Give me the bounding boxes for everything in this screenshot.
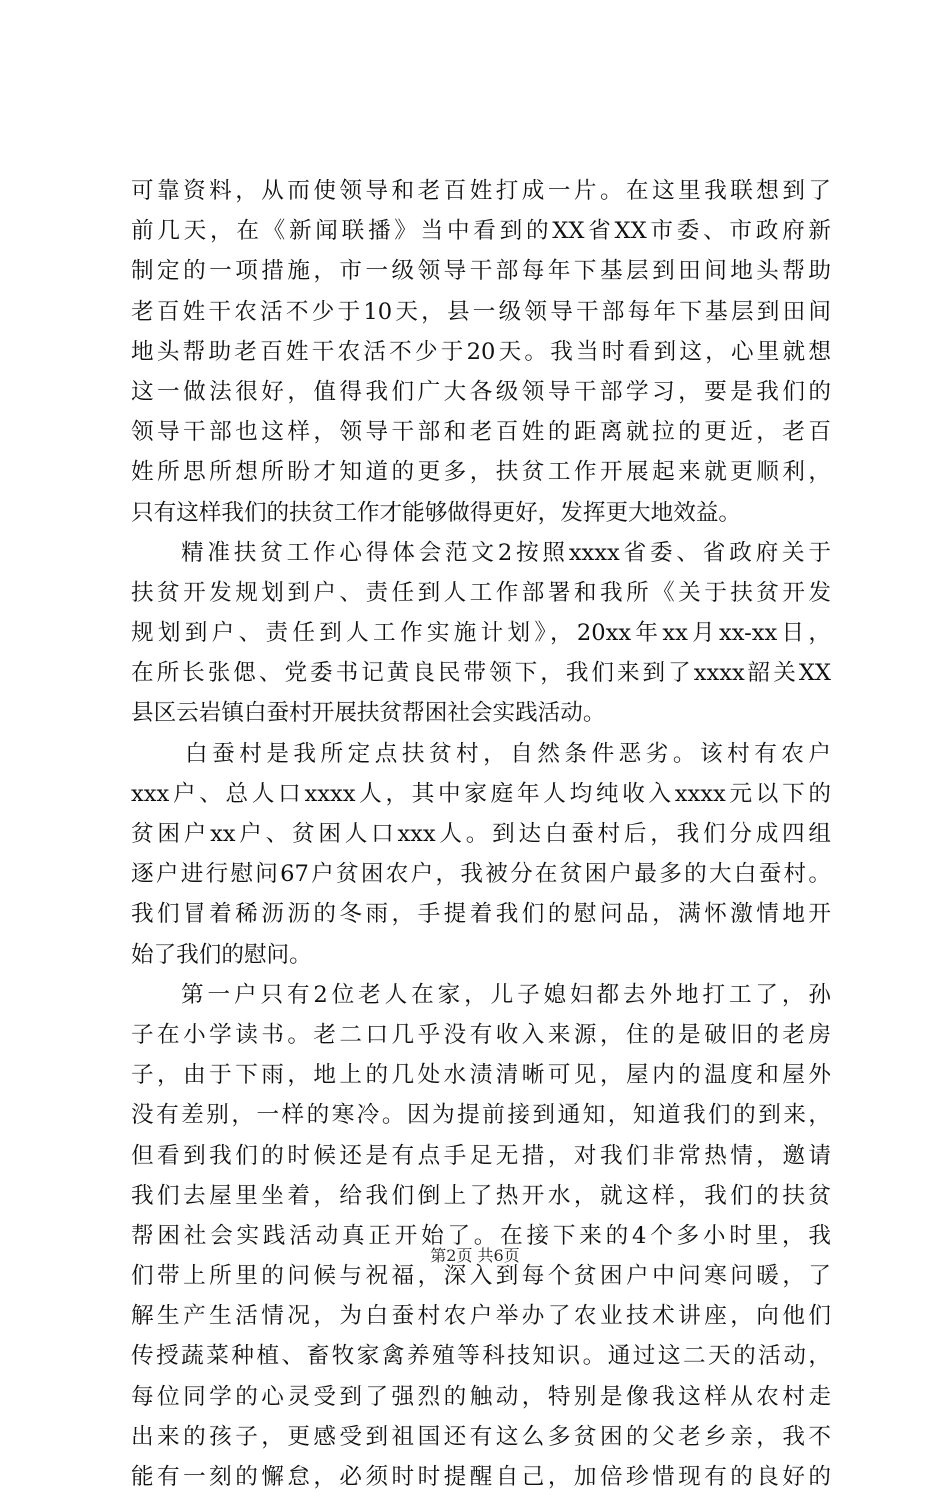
text-line: 出来的孩子，更感受到祖国还有这么多贫困的父老乡亲，我不 (131, 1423, 831, 1450)
text-line: 地头帮助老百姓干农活不少于20天。我当时看到这，心里就想 (131, 338, 831, 365)
page-number-footer: 第2页 共6页 (430, 1246, 520, 1265)
text-line: 我们去屋里坐着，给我们倒上了热开水，就这样，我们的扶贫 (131, 1182, 831, 1209)
paragraph-first-line: 第一户只有2位老人在家，儿子媳妇都去外地打工了，孙 (181, 981, 831, 1008)
text-line: xxx户、总人口xxxx人，其中家庭年人均纯收入xxxx元以下的 (131, 780, 831, 807)
text-line: 这一做法很好，值得我们广大各级领导干部学习，要是我们的 (131, 378, 831, 405)
text-line: 始了我们的慰问。 (131, 941, 312, 968)
text-line: 我们冒着稀沥沥的冬雨，手提着我们的慰问品，满怀激情地开 (131, 901, 831, 928)
text-line: 子，由于下雨，地上的几处水渍清晰可见，屋内的温度和屋外 (131, 1062, 831, 1089)
text-line: 县区云岩镇白蚕村开展扶贫帮困社会实践活动。 (131, 700, 606, 727)
text-line: 领导干部也这样，领导干部和老百姓的距离就拉的更近，老百 (131, 419, 831, 446)
text-line: 每位同学的心灵受到了强烈的触动，特别是像我这样从农村走 (131, 1383, 831, 1410)
text-line: 制定的一项措施，市一级领导干部每年下基层到田间地头帮助 (131, 258, 831, 285)
text-line: 只有这样我们的扶贫工作才能够做得更好，发挥更大地效益。 (131, 499, 742, 526)
text-line: 子在小学读书。老二口几乎没有收入来源，住的是破旧的老房 (131, 1021, 831, 1048)
text-line: 帮困社会实践活动真正开始了。在接下来的4个多小时里，我 (131, 1222, 831, 1249)
text-line: 在所长张偲、党委书记黄良民带领下，我们来到了xxxx韶关XX (131, 660, 831, 687)
text-line: 姓所思所想所盼才知道的更多，扶贫工作开展起来就更顺利， (131, 459, 831, 486)
text-line: 贫困户xx户、贫困人口xxx人。到达白蚕村后，我们分成四组 (131, 821, 831, 847)
text-line: 但看到我们的时候还是有点手足无措，对我们非常热情，邀请 (131, 1142, 831, 1169)
paragraph-first-line: 精准扶贫工作心得体会范文2按照xxxx省委、省政府关于 (181, 539, 831, 566)
text-line: 扶贫开发规划到户、责任到人工作部署和我所《关于扶贫开发 (131, 579, 831, 606)
paragraph-first-line: 白蚕村是我所定点扶贫村，自然条件恶劣。该村有农户 (185, 740, 831, 767)
text-line: 规划到户、责任到人工作实施计划》，20xx年xx月xx-xx日， (131, 620, 831, 647)
text-line: 能有一刻的懈怠，必须时时提醒自己，加倍珍惜现有的良好的 (131, 1464, 831, 1490)
text-line: 可靠资料，从而使领导和老百姓打成一片。在这里我联想到了 (131, 178, 831, 204)
text-line: 没有差别，一样的寒冷。因为提前接到通知，知道我们的到来， (131, 1102, 831, 1129)
text-line: 逐户进行慰问67户贫困农户，我被分在贫困户最多的大白蚕村。 (131, 861, 831, 888)
text-line: 前几天，在《新闻联播》当中看到的XX省XX市委、市政府新 (131, 218, 831, 245)
text-line: 老百姓干农活不少于10天，县一级领导干部每年下基层到田间 (131, 298, 831, 325)
document-body (131, 171, 831, 1497)
text-line: 们带上所里的问候与祝福，深入到每个贫困户中问寒问暖，了 (131, 1263, 831, 1290)
text-line: 解生产生活情况，为白蚕村农户举办了农业技术讲座，向他们 (131, 1303, 831, 1330)
text-line: 传授蔬菜种植、畜牧家禽养殖等科技知识。通过这二天的活动， (131, 1343, 831, 1370)
